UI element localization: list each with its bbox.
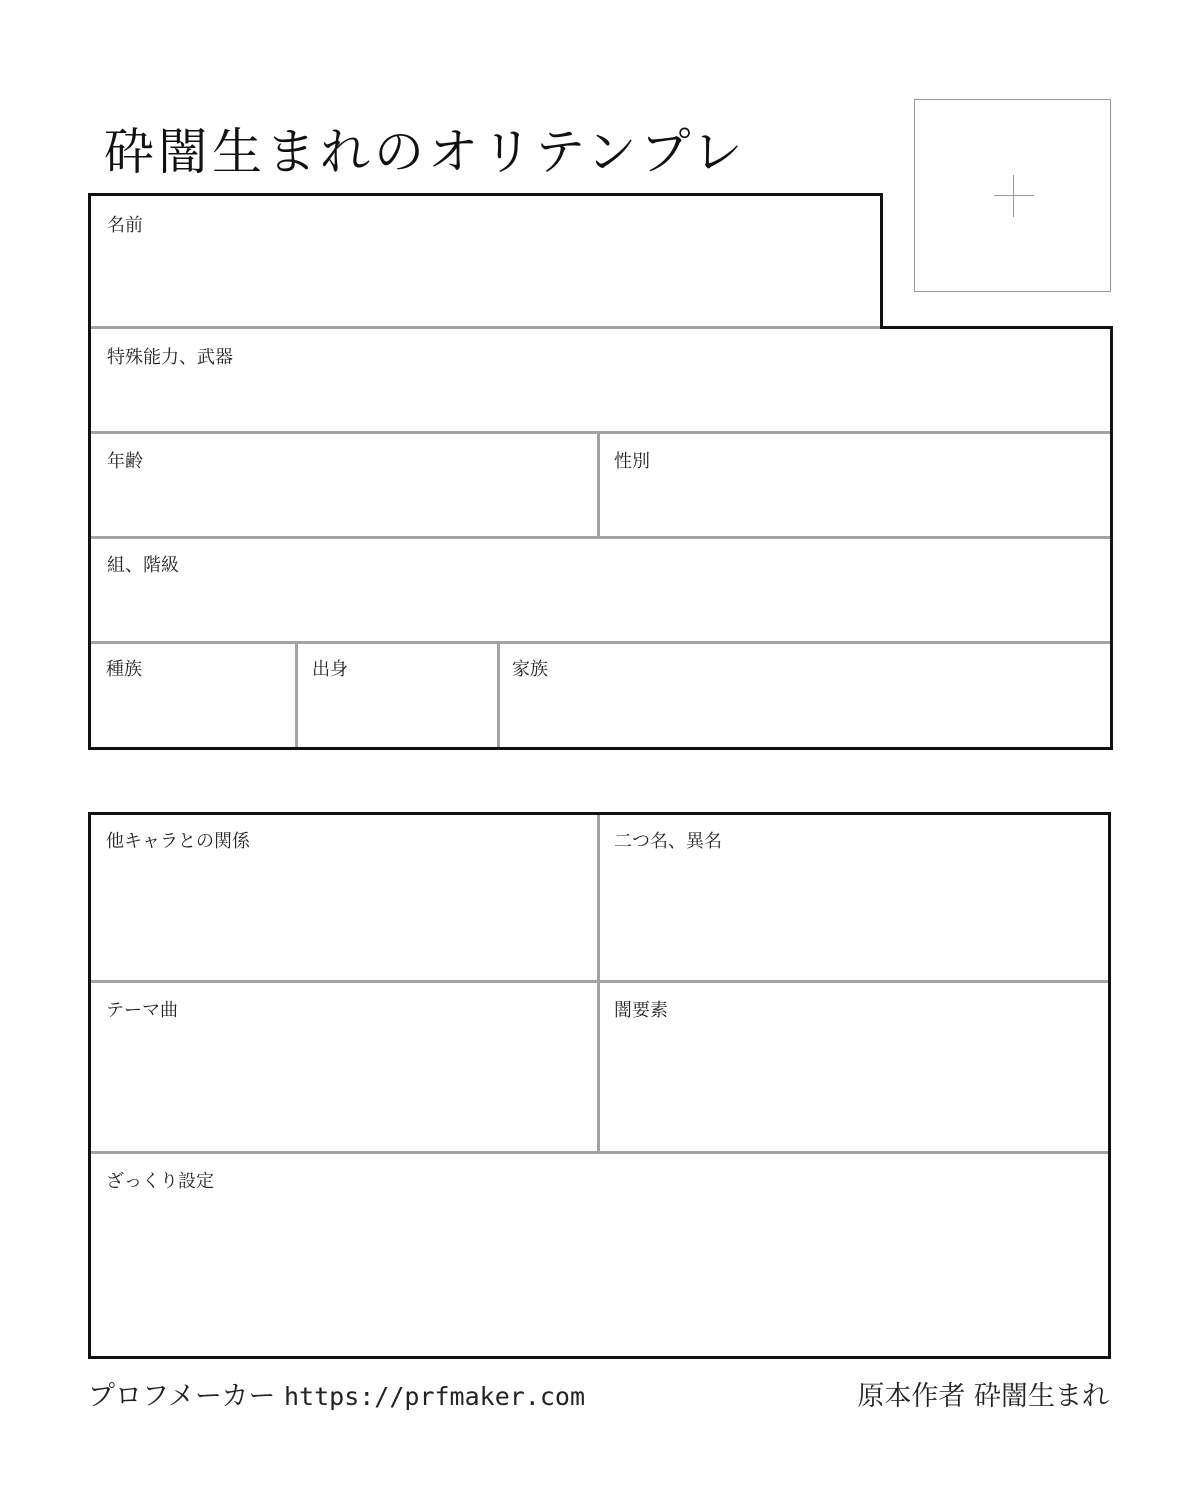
footer-maker: プロフメーカー: [88, 1381, 276, 1412]
ability-field[interactable]: [91, 329, 1110, 431]
origin-label: 出身: [312, 659, 348, 680]
age-field[interactable]: [91, 434, 597, 536]
ability-label: 特殊能力、武器: [107, 347, 233, 368]
footer-credit: [88, 1374, 585, 1413]
theme-song-field[interactable]: [91, 983, 597, 1151]
dark-element-field[interactable]: [600, 983, 1108, 1151]
form1-border-bottom: [88, 747, 1113, 750]
rough-setting-label: ざっくり設定: [106, 1171, 214, 1192]
family-label: 家族: [512, 659, 548, 680]
origin-field[interactable]: [298, 644, 497, 747]
relations-field[interactable]: [91, 815, 597, 980]
gender-field[interactable]: [600, 434, 1110, 536]
dark-element-label: 闇要素: [614, 1000, 668, 1021]
footer-author: 原本作者 砕闇生まれ: [857, 1381, 1109, 1412]
group-label: 組、階級: [107, 555, 179, 576]
gender-label: 性別: [614, 451, 650, 472]
family-field[interactable]: [500, 644, 1110, 747]
form1-border-right: [1110, 326, 1113, 750]
age-label: 年齢: [107, 451, 143, 472]
name-field[interactable]: [91, 196, 880, 326]
plus-icon-vertical[interactable]: [1013, 175, 1014, 217]
theme-song-label: テーマ曲: [106, 1000, 178, 1021]
photo-upload-box[interactable]: [914, 99, 1111, 292]
race-label: 種族: [106, 659, 142, 680]
name-label: 名前: [107, 215, 143, 236]
group-field[interactable]: [91, 539, 1110, 641]
footer-url[interactable]: https://prfmaker.com: [283, 1382, 586, 1411]
plus-icon[interactable]: [994, 195, 1034, 196]
relations-label: 他キャラとの関係: [106, 831, 250, 852]
race-field[interactable]: [91, 644, 295, 747]
rough-setting-field[interactable]: [91, 1154, 1108, 1356]
page-title: 砕闇生まれのオリテンプレ: [104, 123, 747, 181]
alias-label: 二つ名、異名: [614, 831, 722, 852]
alias-field[interactable]: [600, 815, 1108, 980]
form2-border-right: [1108, 812, 1111, 1359]
form2-border-bottom: [88, 1356, 1111, 1359]
form1-border-notch-vertical: [880, 193, 883, 329]
